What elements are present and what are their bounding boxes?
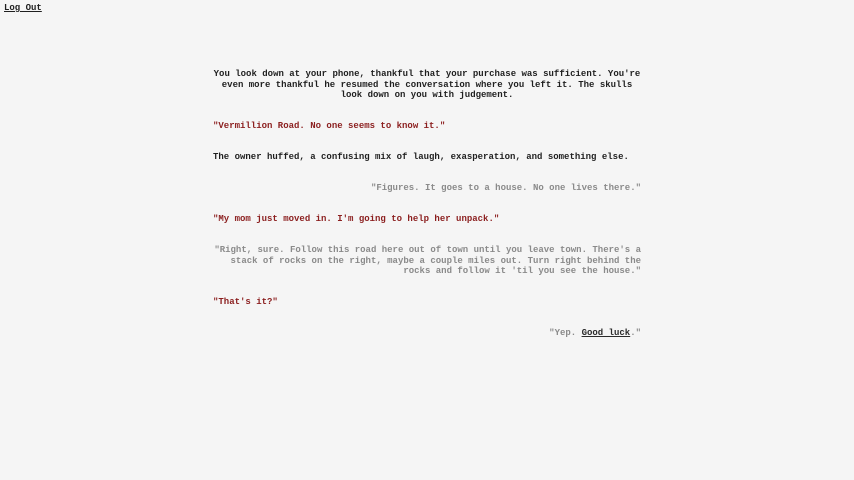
- npc-dialogue: "Right, sure. Follow this road here out of town until you leave town. There's a stack of rocks on the right, maybe a couple miles out. Turn right behind the rocks and follow it 'til you see the house.": [214, 245, 641, 276]
- npc-dialogue-prefix: "Yep.: [549, 328, 582, 338]
- npc-dialogue-suffix: .": [630, 328, 641, 338]
- player-dialogue: "That's it?": [213, 297, 278, 307]
- npc-dialogue: [213, 328, 641, 339]
- good-luck-link[interactable]: Good luck: [581, 328, 631, 338]
- log-out-link[interactable]: Log Out: [4, 3, 42, 13]
- narration-paragraph: The owner huffed, a confusing mix of laugh, exasperation, and something else.: [213, 152, 629, 162]
- story-log: [213, 0, 641, 339]
- player-dialogue: "My mom just moved in. I'm going to help her unpack.": [213, 214, 500, 224]
- npc-dialogue: "Figures. It goes to a house. No one lives there.": [370, 183, 641, 193]
- narration-paragraph: You look down at your phone, thankful that your purchase was sufficient. You're even more thankful he resumed the conversation where you left it. The skulls look down on you with judgement.: [213, 69, 641, 100]
- player-dialogue: "Vermillion Road. No one seems to know it.": [213, 121, 446, 131]
